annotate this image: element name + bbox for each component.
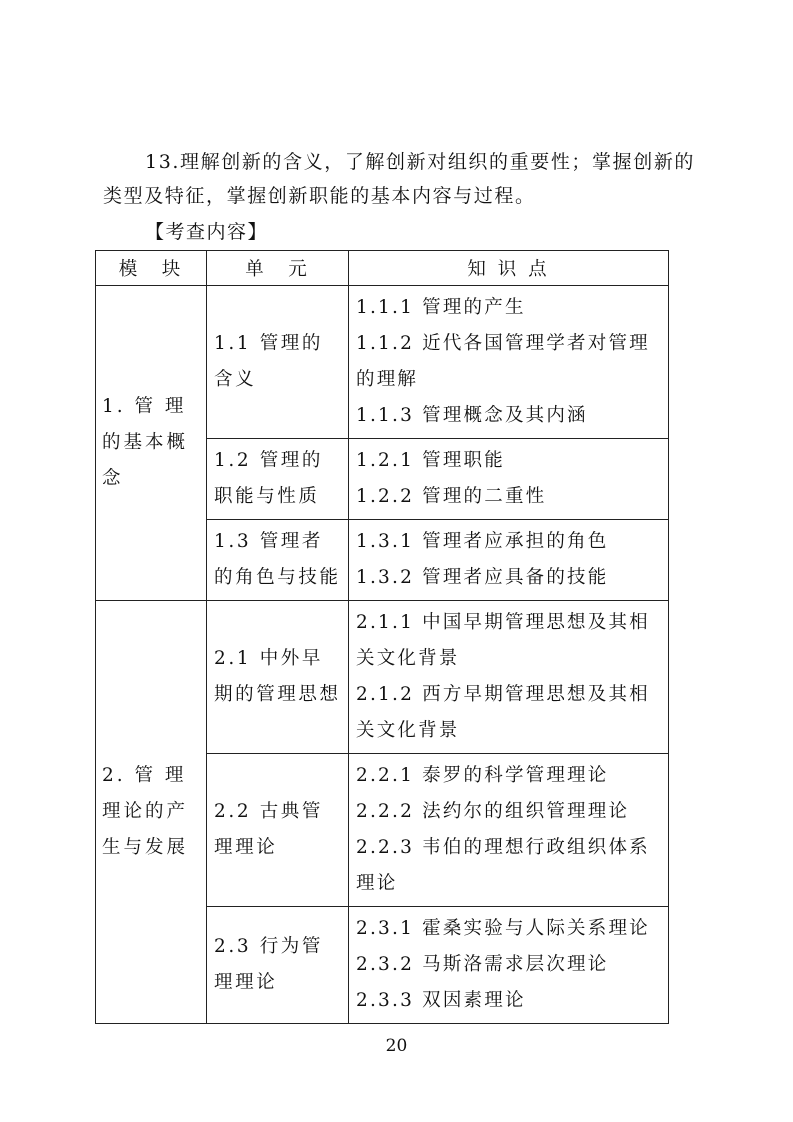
table-header-row bbox=[96, 251, 669, 286]
knowledge-item: 1.1.3 管理概念及其内涵 bbox=[356, 405, 588, 426]
knowledge-item: 2.3.1 霍桑实验与人际关系理论 bbox=[356, 918, 650, 939]
syllabus-table bbox=[95, 250, 669, 1024]
knowledge-cell bbox=[349, 907, 669, 1024]
page-number: 20 bbox=[385, 1036, 408, 1056]
unit-cell: 2.1 中外早期的管理思想 bbox=[207, 601, 349, 754]
knowledge-item: 2.1.2 西方早期管理思想及其相关文化背景 bbox=[356, 684, 650, 741]
header-module: 模 块 bbox=[96, 251, 207, 286]
knowledge-cell bbox=[349, 754, 669, 907]
intro-text: 13.理解创新的含义，了解创新对组织的重要性；掌握创新的类型及特征，掌握创新职能的基本内容与过程。 bbox=[103, 151, 696, 207]
module-cell: 1. 管 理 的基本概念 bbox=[96, 286, 207, 601]
header-knowledge: 知 识 点 bbox=[349, 251, 669, 286]
knowledge-item: 2.2.2 法约尔的组织管理理论 bbox=[356, 801, 630, 822]
knowledge-item: 1.2.2 管理的二重性 bbox=[356, 486, 547, 507]
table-row bbox=[96, 286, 669, 439]
knowledge-item: 2.3.2 马斯洛需求层次理论 bbox=[356, 954, 609, 975]
knowledge-item: 1.1.1 管理的产生 bbox=[356, 297, 526, 318]
knowledge-cell bbox=[349, 286, 669, 439]
knowledge-item: 2.2.3 韦伯的理想行政组织体系理论 bbox=[356, 837, 650, 894]
unit-cell: 1.3 管理者的角色与技能 bbox=[207, 520, 349, 601]
unit-cell: 1.2 管理的职能与性质 bbox=[207, 439, 349, 520]
knowledge-item: 2.1.1 中国早期管理思想及其相关文化背景 bbox=[356, 612, 650, 669]
knowledge-cell bbox=[349, 439, 669, 520]
unit-cell: 2.2 古典管理理论 bbox=[207, 754, 349, 907]
module-cell: 2. 管 理 理论的产生与发展 bbox=[96, 601, 207, 1024]
intro-paragraph bbox=[103, 145, 703, 213]
header-unit: 单 元 bbox=[207, 251, 349, 286]
knowledge-item: 2.2.1 泰罗的科学管理理论 bbox=[356, 765, 609, 786]
knowledge-item: 1.1.2 近代各国管理学者对管理的理解 bbox=[356, 333, 650, 390]
unit-cell: 1.1 管理的含义 bbox=[207, 286, 349, 439]
knowledge-item: 1.2.1 管理职能 bbox=[356, 450, 505, 471]
knowledge-item: 2.3.3 双因素理论 bbox=[356, 990, 526, 1011]
knowledge-item: 1.3.1 管理者应承担的角色 bbox=[356, 531, 609, 552]
table-row bbox=[96, 601, 669, 754]
knowledge-cell bbox=[349, 601, 669, 754]
knowledge-cell bbox=[349, 520, 669, 601]
unit-cell: 2.3 行为管理理论 bbox=[207, 907, 349, 1024]
section-heading: 【考查内容】 bbox=[145, 221, 269, 243]
knowledge-item: 1.3.2 管理者应具备的技能 bbox=[356, 567, 609, 588]
